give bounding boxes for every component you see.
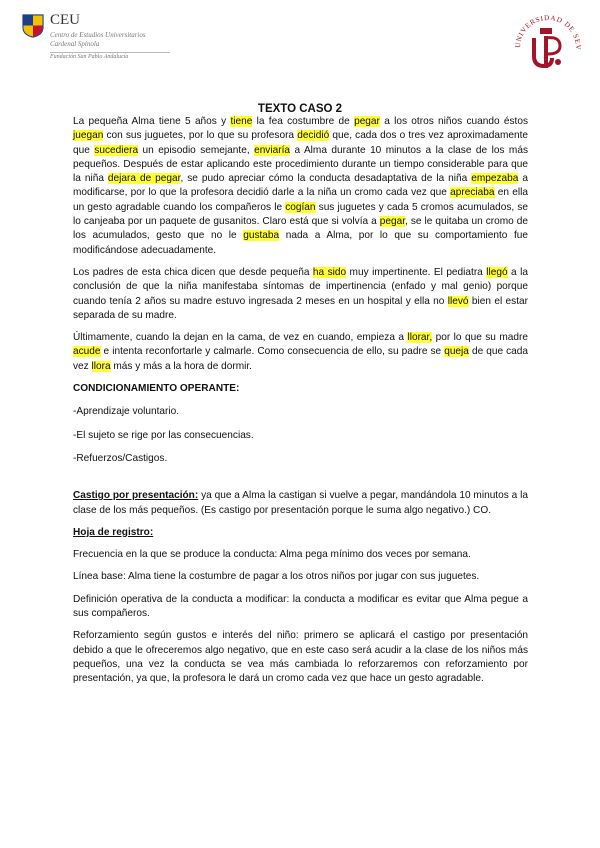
us-logo-arc-text: UNIVERSIDAD DE SEV (513, 13, 583, 51)
highlighted-word: cogían (285, 201, 316, 213)
text-run: de que cada vez (73, 346, 528, 372)
text-run: , se pudo apreciar cómo la conducta desadaptativa de la niña (180, 173, 472, 185)
highlighted-word: llegó (486, 266, 508, 278)
highlighted-word: sucediera (94, 144, 139, 156)
highlighted-word: juegan (73, 130, 104, 142)
highlighted-word: llorar, (407, 332, 433, 344)
text-run: por lo que su madre (432, 332, 528, 344)
text-run: a Alma durante 10 minutos a la clase de los más pequeños. Después de estar aplicando este procedimiento durante un tiempo considerable para que la niña (73, 144, 528, 185)
text-run: nada a Alma, por lo que su comportamiento fue modificándose adecuadamente. (73, 230, 528, 256)
us-logo (512, 8, 584, 80)
heading-condicionamiento-operante: CONDICIONAMIENTO OPERANTE: (73, 383, 240, 395)
highlighted-word: acude (73, 346, 101, 358)
paragraph-frecuencia: Frecuencia en la que se produce la conducta: Alma pega mínimo dos veces por semana. (73, 549, 471, 561)
paragraph-castigo (73, 489, 528, 518)
text-run: a la conclusión de que la niña manifestaba síntomas de impertinencia (enfado y mal genio) porque cuando tenía 2 años su madre estuvo ingresada 2 meses en un hospital y ella no (73, 266, 528, 307)
bullet-item: -Refuerzos/Castigos. (73, 452, 168, 464)
text-run: más y más a la hora de dormir. (110, 360, 252, 372)
highlighted-word: ha sido (312, 266, 347, 278)
text-run: muy impertinente. El pediatra (346, 266, 487, 278)
text-run: e intenta reconfortarle y calmarle. Como consecuencia de ello, su padre se (100, 346, 445, 358)
ceu-logo-line3: Fundación San Pablo Andalucía (50, 54, 129, 60)
heading-hoja-registro: Hoja de registro: (73, 526, 154, 538)
universidad-sevilla-seal-icon (512, 8, 584, 80)
text-run: en ella un gesto agradable cuando los compañeros le (73, 187, 528, 213)
highlighted-word: pegar (379, 216, 406, 228)
ceu-logo (22, 12, 182, 67)
paragraph-3 (73, 331, 528, 374)
ceu-logo-name: CEU (50, 12, 80, 28)
bullet-item: -El sujeto se rige por las consecuencias. (73, 429, 254, 441)
paragraph-linea-base: Línea base: Alma tiene la costumbre de pagar a los otros niños por jugar con sus juguetes. (73, 571, 480, 583)
castigo-label: Castigo por presentación: (73, 490, 199, 502)
text-run: con sus juguetes, por lo que su profesora (103, 130, 298, 142)
spacer (73, 475, 528, 489)
text-run: sus juguetes y cada 5 cromos acumulados, se lo canjeaba por un paquete de gusanitos. Claro está que si volvía a (73, 201, 529, 228)
highlighted-word: enviaría (254, 144, 290, 156)
highlighted-word: dejara de pegar (107, 173, 181, 185)
ceu-logo-divider (50, 52, 170, 53)
text-run: la fea costumbre de (252, 116, 355, 127)
highlighted-word: empezaba (471, 173, 519, 185)
highlighted-word: tiene (230, 116, 253, 127)
highlighted-word: pegar (354, 116, 380, 127)
text-run: a modificarse, por lo que la profesora decidió darle a la niña un cromo cada vez que (73, 173, 528, 199)
paragraph-reforzamiento: Reforzamiento según gustos e interés del niño: primero se aplicará el castigo por presentación debido a que le ofreceremos algo negativo, que en este caso será acudir a la clase de los niños más pequeños, una vez la conducta se vea más cambiada lo reforzaremos con reforzamiento por presentación, ya que, la profesora le dará un cromo cada vez que hace un gesto agradable. (73, 630, 528, 685)
text-run: Últimamente, cuando la dejan en la cama, de vez en cuando, empieza a (73, 332, 408, 344)
highlighted-word: queja (444, 346, 469, 358)
document-title: TEXTO CASO 2 (257, 103, 343, 115)
highlighted-word: llora (91, 360, 111, 372)
paragraph-definicion: Definición operativa de la conducta a modificar: la conducta a modificar es evitar que Alma pegue a sus compañeros. (73, 593, 528, 620)
highlighted-word: decidió (297, 130, 330, 142)
castigo-text: ya que a Alma la castigan si vuelve a pegar, mandándola 10 minutos a la clase de los más pequeños. (Es castigo por presentación porque le suma algo negativo.) CO. (73, 490, 528, 516)
text-run: Los padres de esta chica dicen que desde pequeña (73, 266, 313, 278)
bullet-item: -Aprendizaje voluntario. (73, 406, 180, 418)
highlighted-word: llevó (447, 295, 469, 307)
ceu-logo-line1: Centro de Estudios Universitarios (50, 31, 146, 39)
text-run: a los otros niños cuando éstos (379, 116, 529, 127)
highlighted-word: apreciaba (450, 187, 495, 199)
text-run: La pequeña Alma tiene 5 años y (73, 116, 231, 127)
text-run: un episodio semejante, (138, 144, 255, 156)
paragraph-2 (73, 266, 528, 323)
text-run: bien el estar separada de su madre. (73, 295, 528, 321)
ceu-logo-line2: Cardenal Spínola (50, 40, 100, 48)
document-body (73, 115, 528, 695)
text-run: , se le quitaba un cromo de los acumulados, gesto que no le (73, 216, 529, 242)
ceu-shield-icon (22, 14, 44, 38)
text-run: que, cada dos o tres vez aproximadamente que (73, 130, 528, 156)
highlighted-word: gustaba (243, 230, 280, 242)
paragraph-1 (73, 115, 528, 258)
